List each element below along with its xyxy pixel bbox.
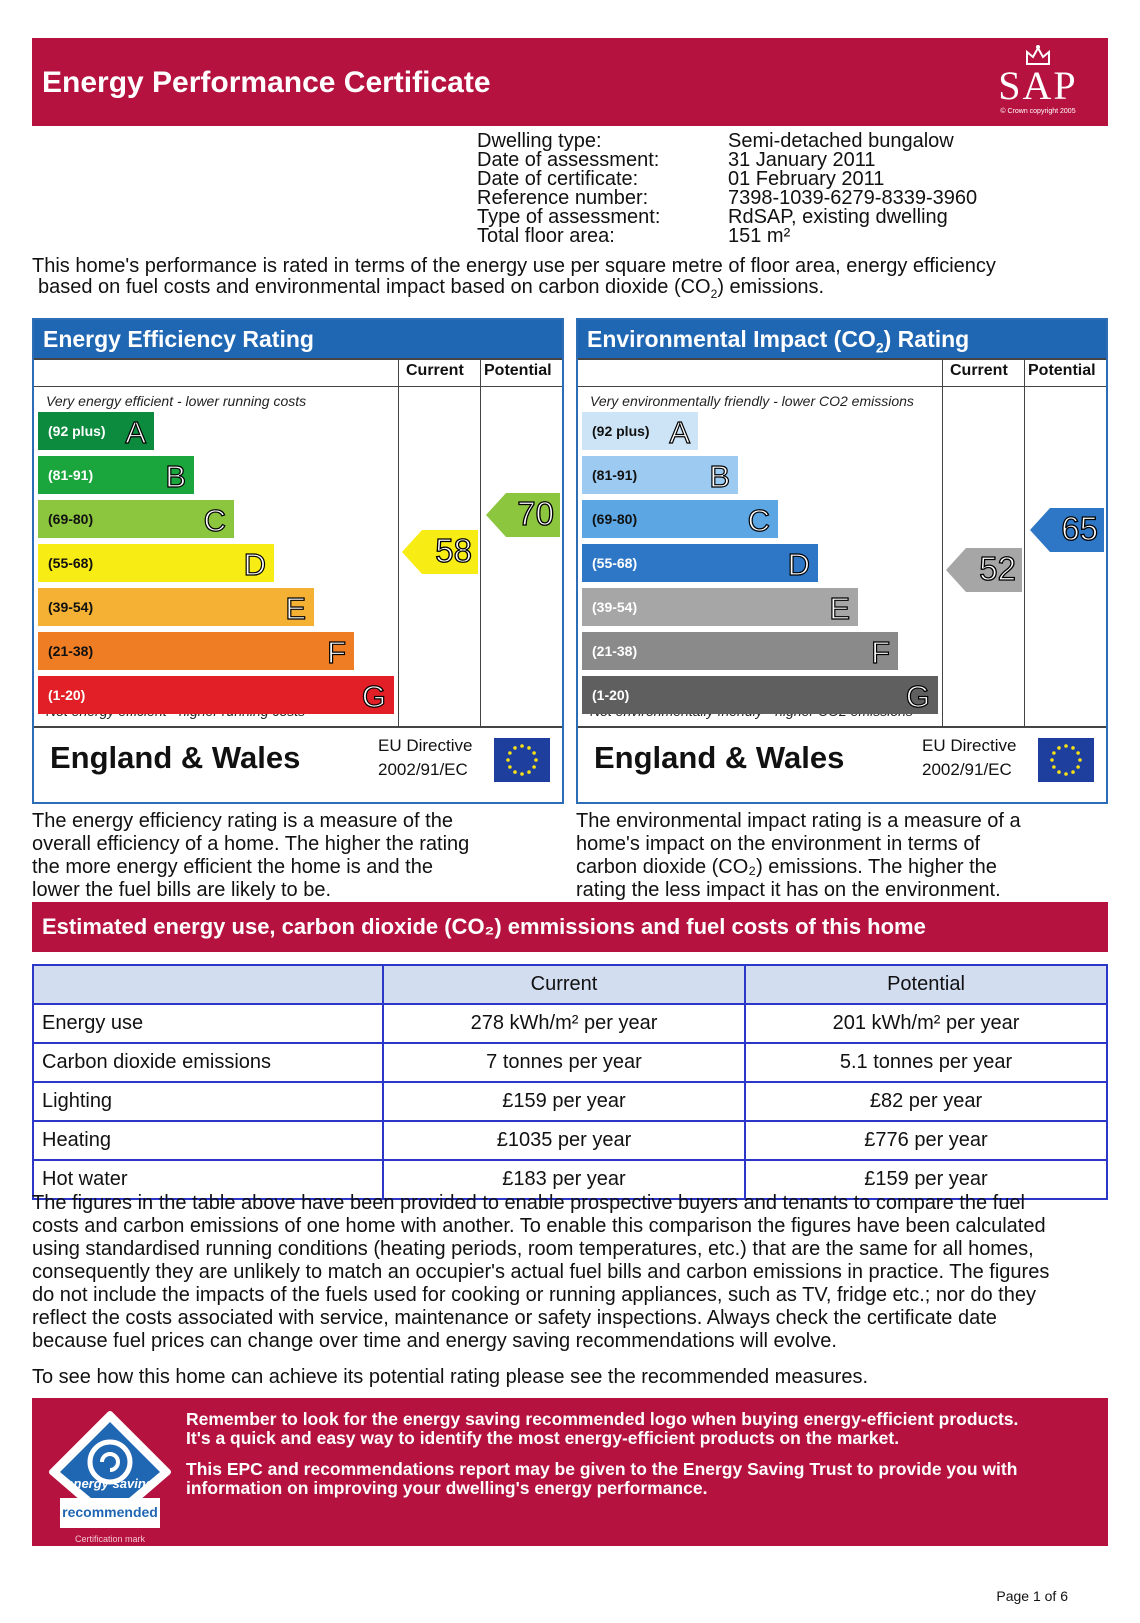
env-current-arrow-value: 52	[979, 550, 1016, 587]
eff-band-e	[38, 588, 314, 626]
table-row	[33, 1043, 1107, 1082]
env-band-letter: E	[829, 591, 850, 626]
eff-top-note: Very energy efficient - lower running costs	[46, 393, 307, 409]
env-current-arrow	[946, 548, 1022, 592]
eff-footer-line	[34, 726, 562, 728]
table-row	[33, 1004, 1107, 1043]
intro-line-2	[32, 277, 1112, 305]
env-colhead-line	[578, 386, 1106, 387]
env-band-range: (1-20)	[592, 687, 630, 703]
table-cell-label: Heating	[33, 1121, 383, 1160]
detail-label: Type of assessment:	[477, 206, 661, 228]
intro-line-2a: based on fuel costs and environmental impact based on carbon dioxide (CO	[38, 276, 711, 298]
env-band-letter: B	[709, 459, 730, 494]
detail-label: Reference number:	[477, 187, 649, 209]
table-cell-potential: £82 per year	[745, 1082, 1107, 1121]
eff-band-range: (92 plus)	[48, 423, 106, 439]
eff-band-c	[38, 500, 234, 538]
eff-band-a	[38, 412, 154, 450]
explanation-line: consequently they are unlikely to match an occupier's actual fuel bills and carbon emissions in practice. The figures	[32, 1261, 1050, 1283]
env-top-note: Very environmentally friendly - lower CO2 emissions	[590, 393, 914, 409]
env-directive-2: 2002/91/EC	[922, 760, 1012, 779]
environmental-impact-panel	[576, 318, 1108, 804]
eff-band-range: (69-80)	[48, 511, 94, 527]
energy-saving-recommended-logo	[46, 1410, 174, 1544]
eff-band-letter: E	[285, 591, 306, 626]
eff-band-range: (21-38)	[48, 643, 94, 659]
banner-text-1	[186, 1410, 1096, 1448]
eff-band-letter: D	[243, 547, 266, 582]
efficiency-desc-line: The energy efficiency rating is a measure of the	[32, 810, 453, 832]
table-header-current: Current	[383, 965, 745, 1004]
env-current-label: Current	[950, 362, 1008, 379]
banner-text-1a: Remember to look for the energy saving recommended logo when buying energy-efficient products.	[186, 1409, 1019, 1429]
energy-efficiency-panel	[32, 318, 564, 804]
eff-colhead-line	[34, 386, 562, 387]
eff-band-b	[38, 456, 194, 494]
explanation-paragraph	[32, 1192, 1122, 1353]
env-directive-1: EU Directive	[922, 736, 1017, 755]
eff-potential-arrow-value: 70	[517, 495, 554, 532]
table-cell-label: Hot water	[33, 1160, 383, 1199]
environment-desc-line: home's impact on the environment in terms of	[576, 833, 981, 855]
eff-directive-1: EU Directive	[378, 736, 473, 755]
detail-value: 7398-1039-6279-8339-3960	[728, 187, 978, 209]
env-band-e	[582, 588, 858, 626]
energy-saving-banner	[32, 1398, 1108, 1546]
detail-value: Semi-detached bungalow	[728, 130, 954, 152]
eff-directive-2: 2002/91/EC	[378, 760, 468, 779]
eff-potential-label: Potential	[484, 362, 552, 379]
env-potential-arrow-value: 65	[1061, 510, 1098, 547]
env-band-range: (39-54)	[592, 599, 638, 615]
table-cell-current: 7 tonnes per year	[383, 1043, 745, 1082]
banner-text-2b: information on improving your dwelling's energy performance.	[186, 1478, 708, 1498]
eff-band-letter: A	[125, 415, 146, 450]
environment-desc-line: carbon dioxide (CO₂) emissions. The higher the	[576, 856, 997, 878]
env-band-letter: C	[747, 503, 770, 538]
explanation-line: because fuel prices can change over time and energy saving recommendations will evolve.	[32, 1330, 837, 1352]
eff-current-label: Current	[406, 362, 464, 379]
eff-band-range: (1-20)	[48, 687, 86, 703]
detail-value: 31 January 2011	[728, 149, 876, 171]
table-cell-current: £159 per year	[383, 1082, 745, 1121]
eff-region: England & Wales	[50, 740, 301, 775]
table-cell-potential: 201 kWh/m² per year	[745, 1004, 1107, 1043]
table-cell-current: £183 per year	[383, 1160, 745, 1199]
table-cell-current: 278 kWh/m² per year	[383, 1004, 745, 1043]
banner-text-1b: It's a quick and easy way to identify the most energy-efficient products on the market.	[186, 1428, 900, 1448]
eff-band-range: (81-91)	[48, 467, 94, 483]
logo-energy-saving-text: energy saving	[66, 1476, 154, 1491]
env-title-a: Environmental Impact (CO	[587, 326, 876, 352]
env-eu-flag-icon	[1038, 738, 1094, 782]
env-band-c	[582, 500, 778, 538]
env-band-range: (92 plus)	[592, 423, 650, 439]
estimated-costs-table	[32, 964, 1108, 1200]
eff-potential-arrow	[486, 493, 560, 537]
detail-label: Dwelling type:	[477, 130, 602, 152]
intro-text	[32, 256, 1112, 305]
detail-label: Date of certificate:	[477, 168, 639, 190]
table-cell-current: £1035 per year	[383, 1121, 745, 1160]
eff-band-d	[38, 544, 274, 582]
eff-band-letter: G	[361, 679, 386, 714]
intro-co2-subscript: 2	[710, 287, 718, 301]
logo-certification-caption: Certification mark	[74, 1534, 146, 1544]
banner-text-2	[186, 1460, 1096, 1498]
eff-vline-current	[398, 358, 399, 726]
eff-eu-flag-icon	[494, 738, 550, 782]
intro-line-1: This home's performance is rated in terms of the energy use per square metre of floor area, energy efficiency	[32, 255, 996, 277]
env-band-letter: A	[669, 415, 690, 450]
detail-label: Date of assessment:	[477, 149, 660, 171]
env-title-co2-subscript: 2	[875, 339, 884, 356]
eff-band-range: (39-54)	[48, 599, 94, 615]
env-vline-potential	[1024, 358, 1025, 726]
env-region: England & Wales	[594, 740, 845, 775]
environment-desc-line: The environmental impact rating is a measure of a	[576, 810, 1021, 832]
table-cell-label: Carbon dioxide emissions	[33, 1043, 383, 1082]
table-cell-potential: £776 per year	[745, 1121, 1107, 1160]
env-band-letter: D	[787, 547, 810, 582]
eff-header-line	[34, 358, 562, 360]
env-header-line	[578, 358, 1106, 360]
detail-value: RdSAP, existing dwelling	[728, 206, 948, 228]
page-number: Page 1 of 6	[996, 1588, 1068, 1604]
detail-value: 01 February 2011	[728, 168, 885, 190]
eff-current-arrow-value: 58	[435, 532, 472, 569]
env-band-range: (55-68)	[592, 555, 638, 571]
table-header-potential: Potential	[745, 965, 1107, 1004]
estimated-section-title: Estimated energy use, carbon dioxide (CO₂) emmissions and fuel costs of this home	[32, 902, 1108, 952]
explanation-line: reflect the costs associated with service, maintenance or safety inspections. Always check the certificate date	[32, 1307, 997, 1329]
eff-band-letter: C	[203, 503, 226, 538]
env-title-b: ) Rating	[883, 326, 970, 352]
sap-copyright: © Crown copyright 2005	[1000, 108, 1076, 115]
eff-band-letter: B	[165, 459, 186, 494]
env-potential-label: Potential	[1028, 362, 1096, 379]
explanation-line: costs and carbon emissions of one home with another. To enable this comparison the figures have been calculated	[32, 1215, 1046, 1237]
table-cell-label: Energy use	[33, 1004, 383, 1043]
efficiency-description	[32, 810, 562, 902]
environmental-impact-title	[578, 320, 1106, 358]
sap-logo	[986, 44, 1090, 120]
env-potential-arrow	[1030, 508, 1104, 552]
env-band-g	[582, 676, 938, 714]
env-band-range: (69-80)	[592, 511, 638, 527]
detail-label: Total floor area:	[477, 225, 615, 247]
env-band-letter: F	[871, 635, 890, 670]
eff-band-letter: F	[327, 635, 346, 670]
intro-line-2b: ) emissions.	[717, 276, 825, 298]
sap-logo-text: SAP	[998, 63, 1078, 108]
eff-vline-potential	[480, 358, 481, 726]
env-vline-current	[942, 358, 943, 726]
explanation-line: do not include the impacts of the fuels used for cooking or running appliances, such as TV, fridge etc.; nor do they	[32, 1284, 1036, 1306]
table-cell-potential: £159 per year	[745, 1160, 1107, 1199]
logo-recommended-text: recommended	[62, 1504, 158, 1520]
eff-current-arrow	[402, 530, 478, 574]
env-band-f	[582, 632, 898, 670]
explanation-line: using standardised running conditions (heating periods, room temperatures, etc.) that are the same for all homes,	[32, 1238, 1034, 1260]
environment-description	[576, 810, 1106, 902]
energy-efficiency-title: Energy Efficiency Rating	[34, 320, 562, 358]
env-band-range: (21-38)	[592, 643, 638, 659]
efficiency-desc-line: overall efficiency of a home. The higher the rating	[32, 833, 470, 855]
table-cell-potential: 5.1 tonnes per year	[745, 1043, 1107, 1082]
certificate-title: Energy Performance Certificate	[42, 66, 491, 99]
env-band-b	[582, 456, 738, 494]
env-band-range: (81-91)	[592, 467, 638, 483]
explanation-line: The figures in the table above have been provided to enable prospective buyers and tenants to compare the fuel	[32, 1192, 1025, 1214]
env-footer-line	[578, 726, 1106, 728]
eff-band-f	[38, 632, 354, 670]
detail-value: 151 m²	[728, 225, 791, 247]
certificate-header	[32, 38, 1108, 126]
efficiency-desc-line: lower the fuel bills are likely to be.	[32, 879, 332, 901]
table-row	[33, 1082, 1107, 1121]
eff-band-g	[38, 676, 394, 714]
table-header-row	[33, 965, 1107, 1004]
banner-text-2a: This EPC and recommendations report may be given to the Energy Saving Trust to provide you with	[186, 1459, 1018, 1479]
env-band-d	[582, 544, 818, 582]
eff-band-range: (55-68)	[48, 555, 94, 571]
table-cell-label: Lighting	[33, 1082, 383, 1121]
recommended-measures-note: To see how this home can achieve its potential rating please see the recommended measures.	[32, 1366, 869, 1388]
efficiency-desc-line: the more energy efficient the home is and the	[32, 856, 433, 878]
env-band-a	[582, 412, 698, 450]
env-band-letter: G	[905, 679, 930, 714]
table-row	[33, 1121, 1107, 1160]
table-header-blank	[33, 965, 383, 1004]
environment-desc-line: rating the less impact it has on the environment.	[576, 879, 1001, 901]
